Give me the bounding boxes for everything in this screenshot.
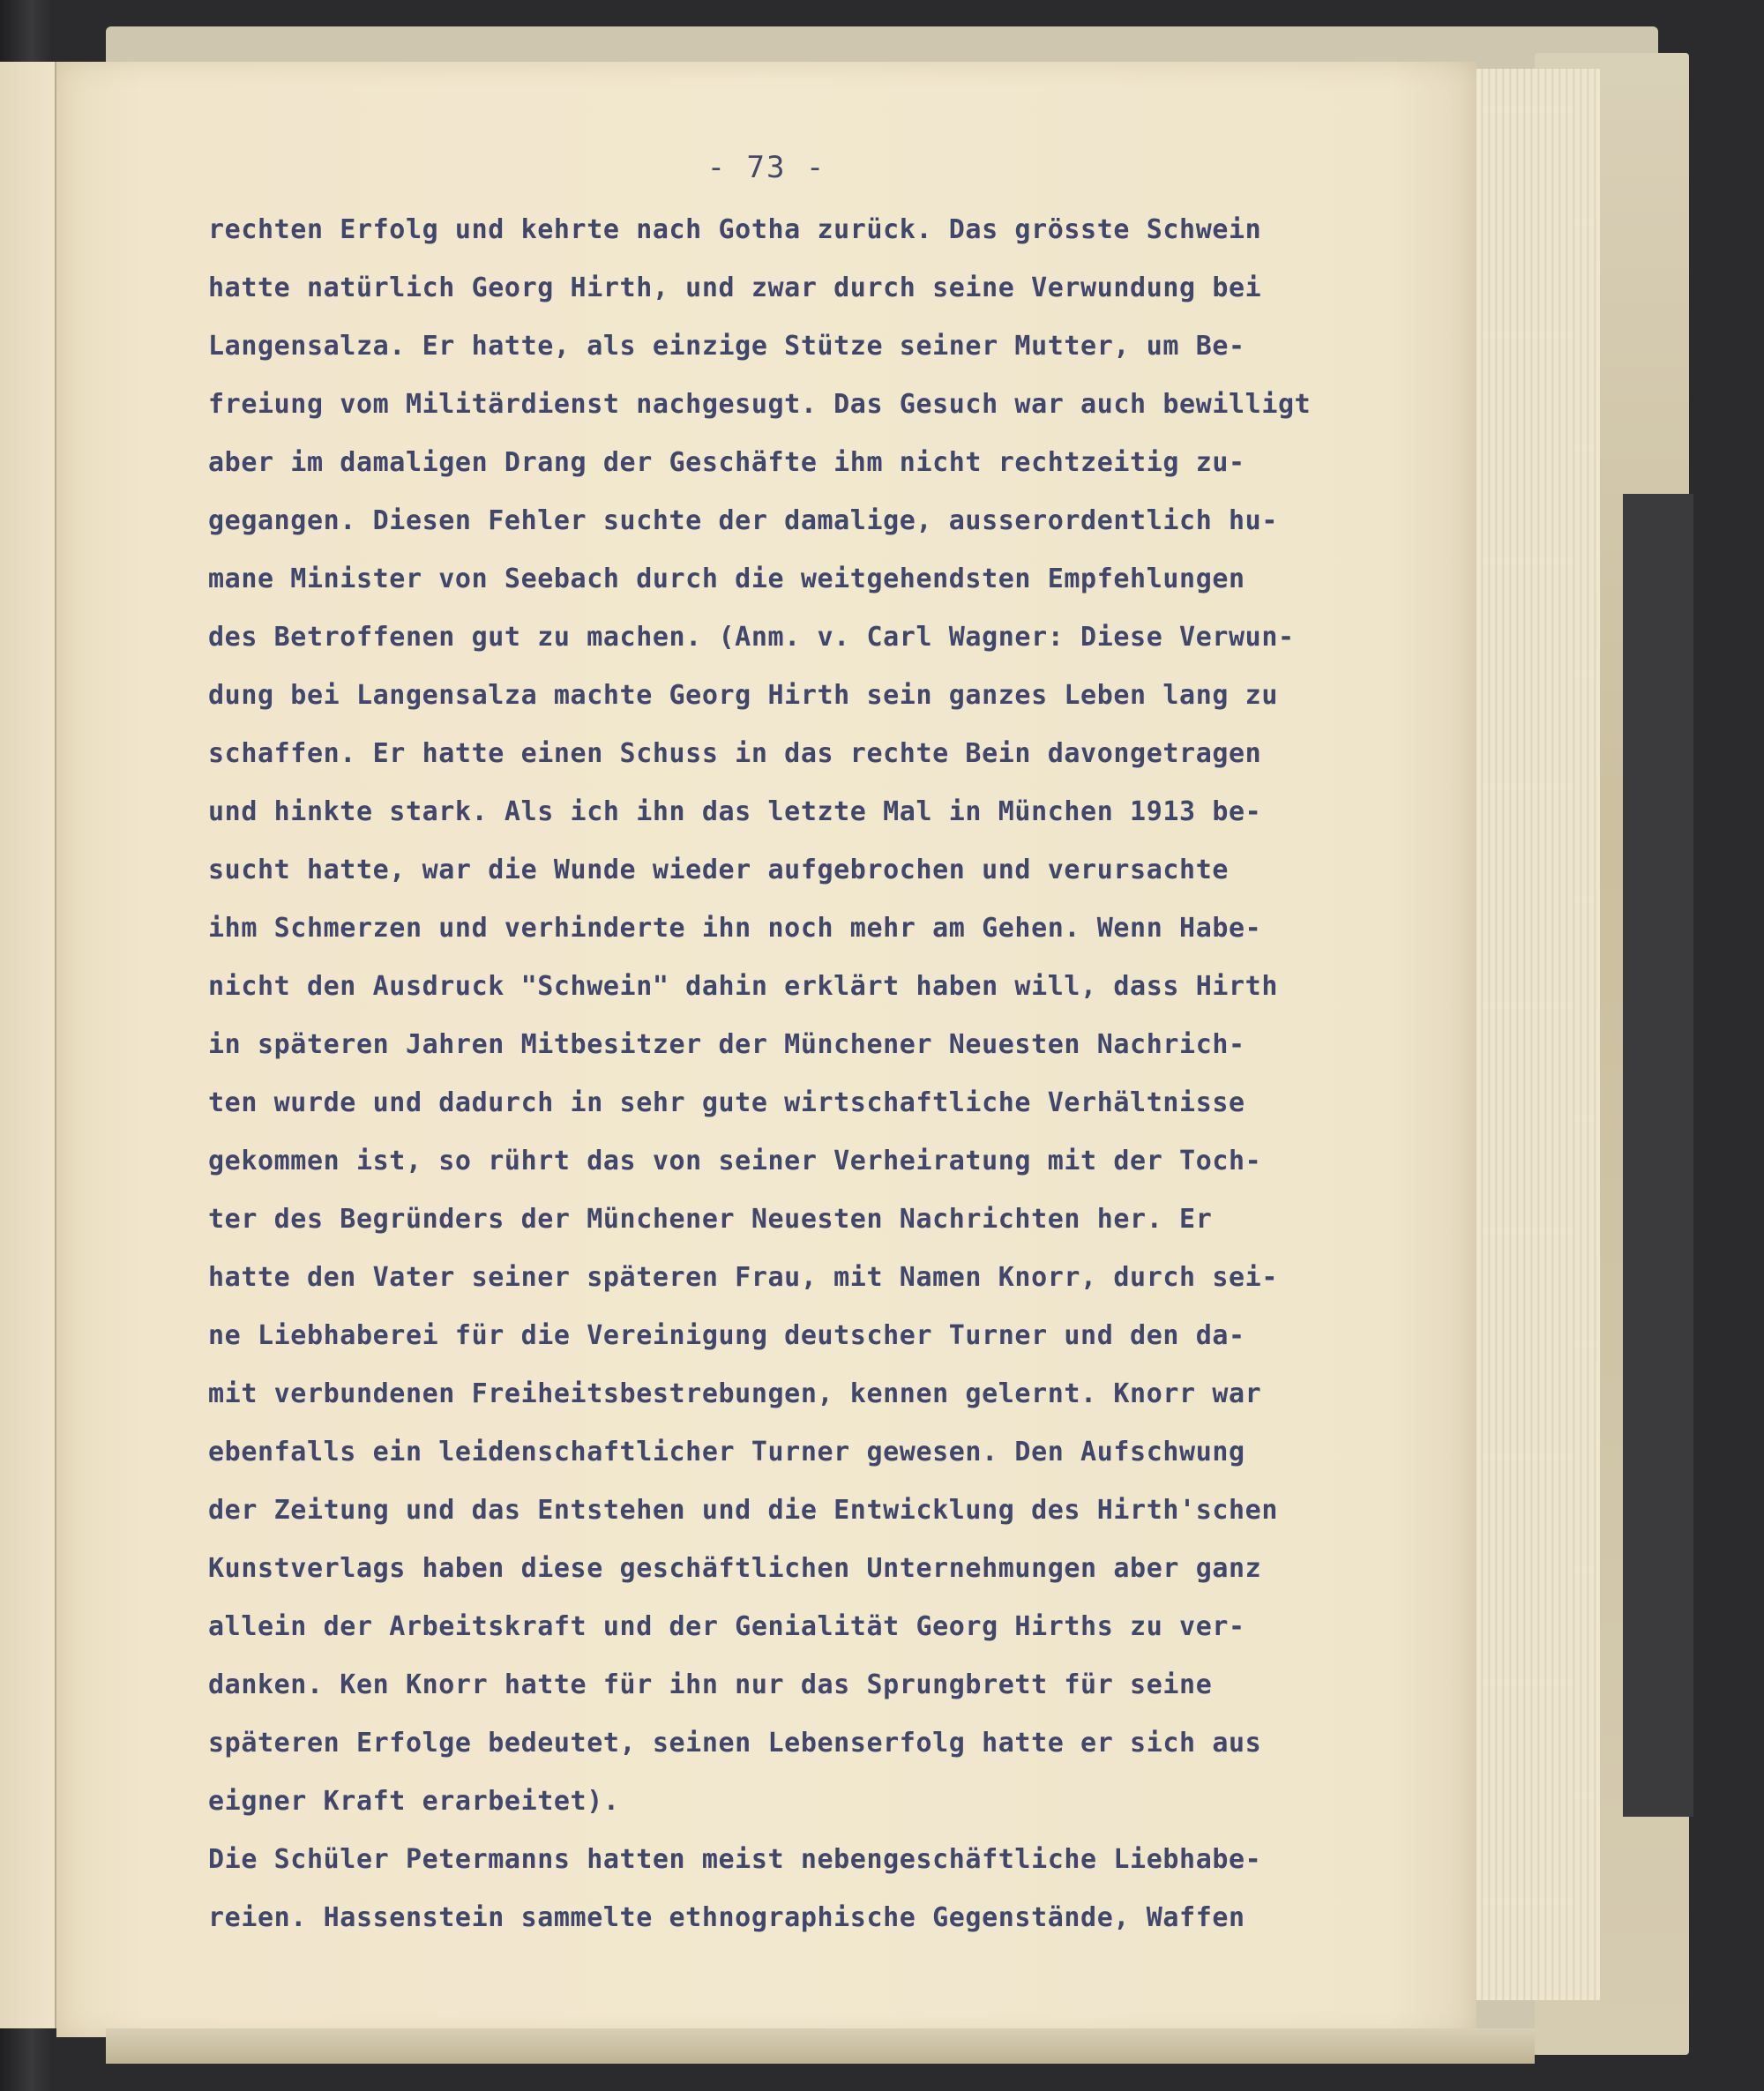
text-line: ne Liebhaberei für die Vereinigung deutscher Turner und den da- xyxy=(208,1320,1245,1351)
text-line: rechten Erfolg und kehrte nach Gotha zurück. Das grösste Schwein xyxy=(208,214,1262,245)
text-line: dung bei Langensalza machte Georg Hirth sein ganzes Leben lang zu xyxy=(208,680,1278,711)
text-line: ten wurde und dadurch in sehr gute wirtschaftliche Verhältnisse xyxy=(208,1087,1245,1118)
text-line: Langensalza. Er hatte, als einzige Stütze seiner Mutter, um Be- xyxy=(208,331,1245,362)
text-line: ihm Schmerzen und verhinderte ihn noch mehr am Gehen. Wenn Habe- xyxy=(208,913,1262,944)
text-line: reien. Hassenstein sammelte ethnographische Gegenstände, Waffen xyxy=(208,1902,1245,1933)
text-line: in späteren Jahren Mitbesitzer der Münchener Neuesten Nachrich- xyxy=(208,1029,1245,1060)
page-text xyxy=(208,201,1461,1947)
typewritten-page xyxy=(56,62,1476,2037)
text-line: nicht den Ausdruck "Schwein" dahin erklärt haben will, dass Hirth xyxy=(208,971,1278,1002)
text-line: sucht hatte, war die Wunde wieder aufgebrochen und verursachte xyxy=(208,855,1230,885)
text-line: ter des Begründers der Münchener Neuesten Nachrichten her. Er xyxy=(208,1204,1213,1235)
page-number: - 73 - xyxy=(706,150,826,185)
text-line: mit verbundenen Freiheitsbestrebungen, kennen gelernt. Knorr war xyxy=(208,1378,1262,1409)
text-line: gekommen ist, so rührt das von seiner Verheiratung mit der Toch- xyxy=(208,1146,1262,1176)
page-stack-edge xyxy=(1475,69,1600,2000)
cover-corner xyxy=(1623,494,1693,1817)
text-line: des Betroffenen gut zu machen. (Anm. v. Carl Wagner: Diese Verwun- xyxy=(208,622,1295,653)
text-line: aber im damaligen Drang der Geschäfte ihm nicht rechtzeitig zu- xyxy=(208,447,1245,478)
text-line: eigner Kraft erarbeitet). xyxy=(208,1786,620,1817)
book-bottom-edge xyxy=(106,2028,1535,2064)
text-line: freiung vom Militärdienst nachgesugt. Das Gesuch war auch bewilligt xyxy=(208,389,1312,420)
text-line: schaffen. Er hatte einen Schuss in das rechte Bein davongetragen xyxy=(208,738,1262,769)
text-line: späteren Erfolge bedeutet, seinen Lebenserfolg hatte er sich aus xyxy=(208,1728,1262,1759)
text-line: Die Schüler Petermanns hatten meist nebengeschäftliche Liebhabe- xyxy=(208,1844,1262,1875)
text-line: Kunstverlags haben diese geschäftlichen Unternehmungen aber ganz xyxy=(208,1553,1262,1584)
text-line: gegangen. Diesen Fehler suchte der damalige, ausserordentlich hu- xyxy=(208,505,1278,536)
text-line: ebenfalls ein leidenschaftlicher Turner gewesen. Den Aufschwung xyxy=(208,1437,1245,1467)
text-line: hatte natürlich Georg Hirth, und zwar durch seine Verwundung bei xyxy=(208,273,1262,303)
text-line: hatte den Vater seiner späteren Frau, mit Namen Knorr, durch sei- xyxy=(208,1262,1278,1293)
text-line: danken. Ken Knorr hatte für ihn nur das Sprungbrett für seine xyxy=(208,1669,1213,1700)
text-line: mane Minister von Seebach durch die weitgehendsten Empfehlungen xyxy=(208,564,1245,594)
left-page-edge xyxy=(0,62,56,2028)
text-line: allein der Arbeitskraft und der Genialität Georg Hirths zu ver- xyxy=(208,1611,1245,1642)
text-line: der Zeitung und das Entstehen und die Entwicklung des Hirth'schen xyxy=(208,1495,1278,1526)
text-line: und hinkte stark. Als ich ihn das letzte Mal in München 1913 be- xyxy=(208,796,1262,827)
